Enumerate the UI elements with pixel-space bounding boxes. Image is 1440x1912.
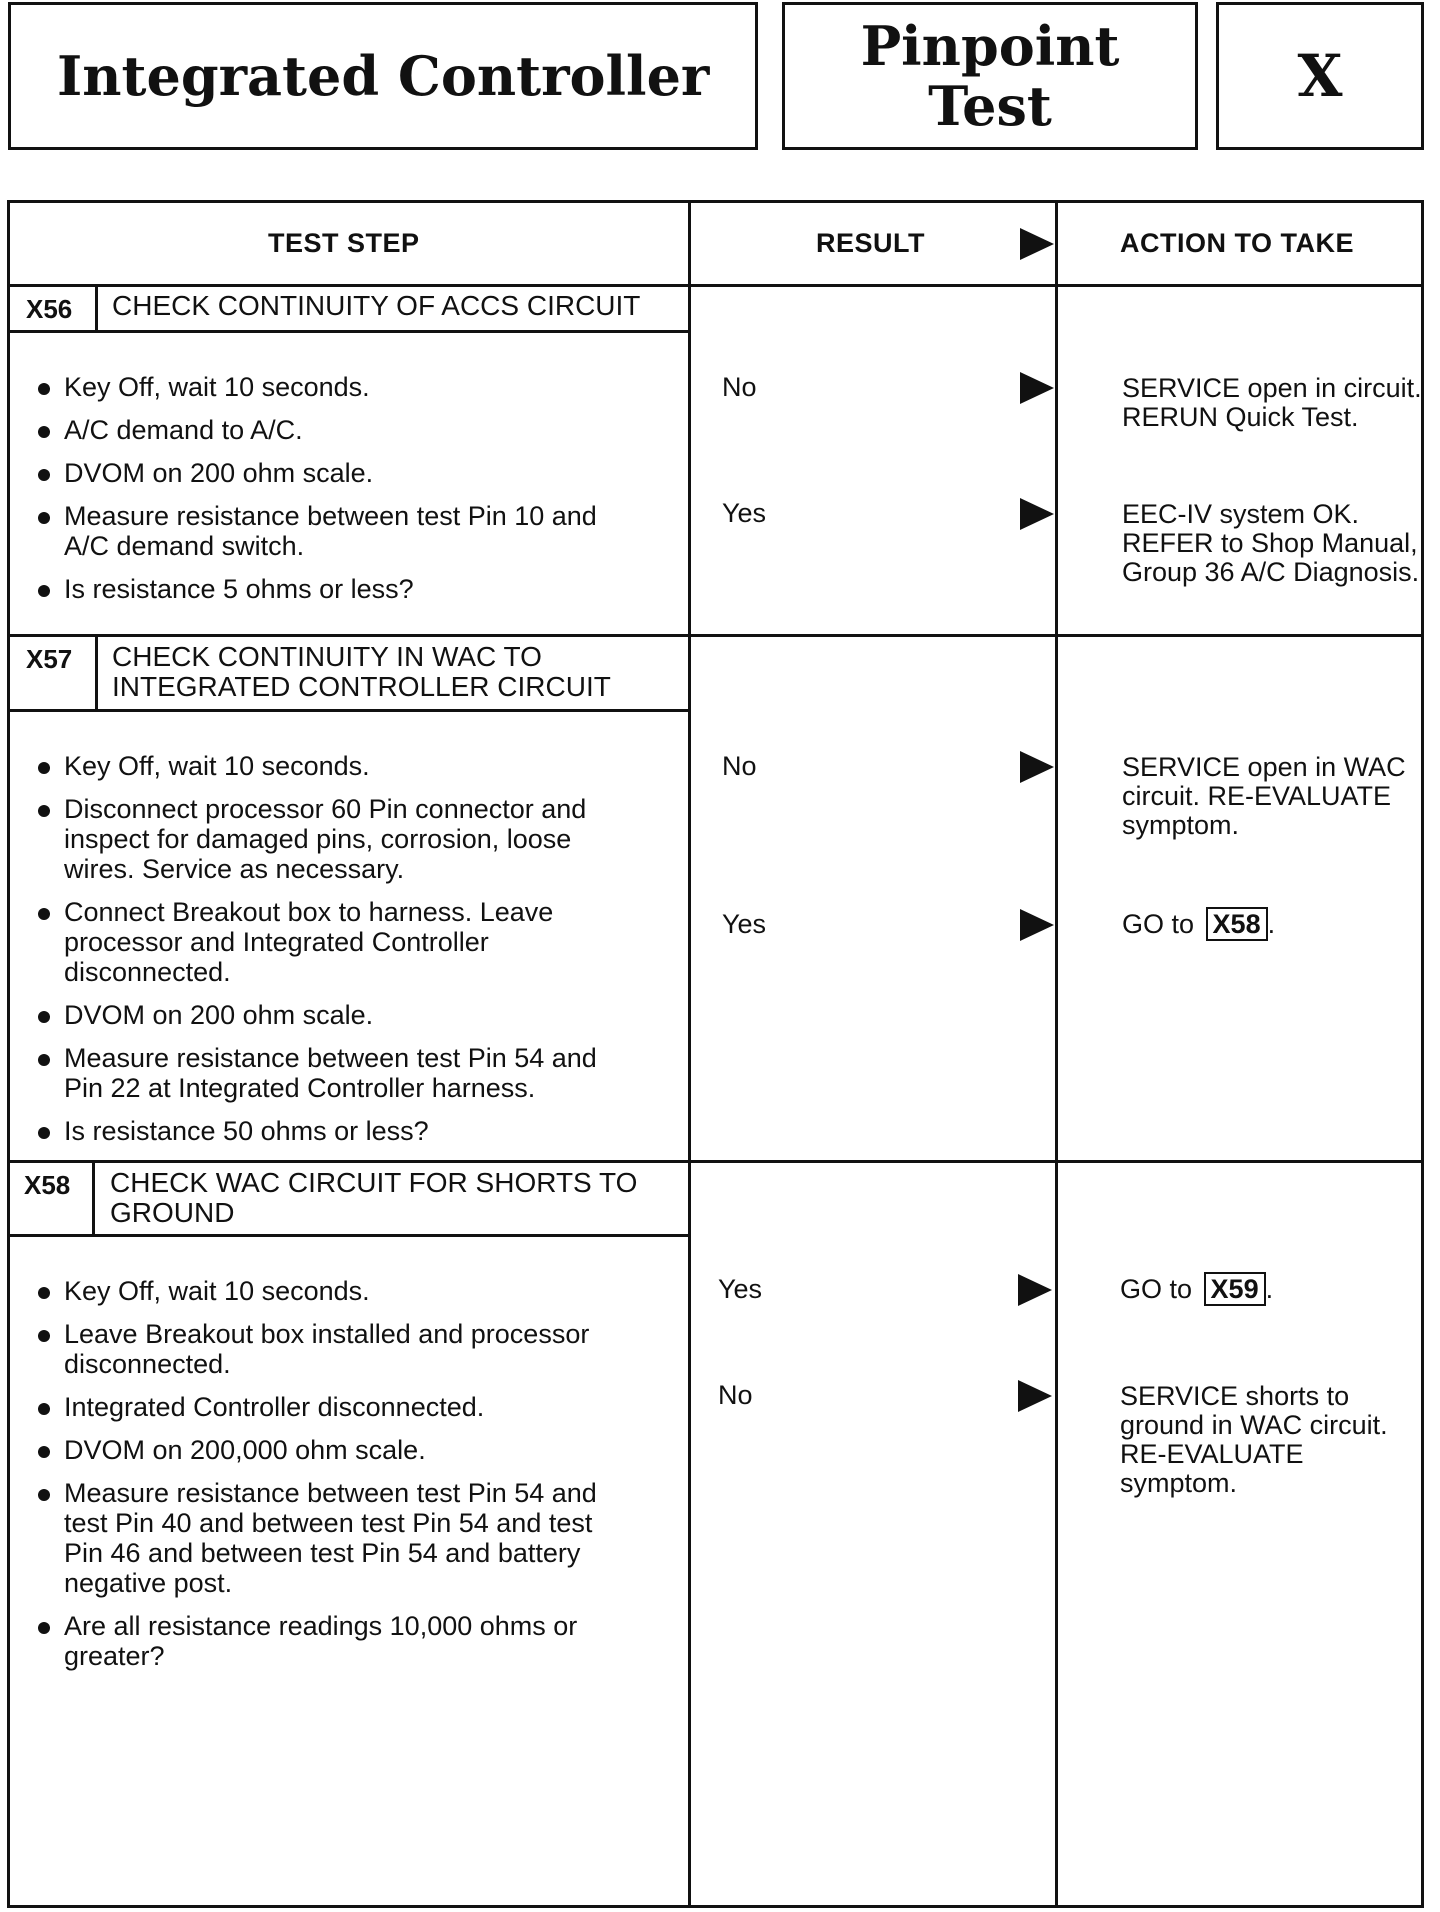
bullet-item: Measure resistance between test Pin 10 and A/C demand switch.: [34, 501, 634, 561]
step-x58-title-rule: [7, 1234, 688, 1237]
action-text: SERVICE open in WAC circuit. RE-EVALUATE symptom.: [1122, 752, 1406, 840]
step-bullets: [34, 751, 634, 1159]
action-goto: [1122, 907, 1422, 941]
action-text: SERVICE shorts to ground in WAC circuit. RE-EVALUATE symptom.: [1120, 1381, 1388, 1498]
result-label: No: [722, 372, 757, 402]
step-x57-id-divider: [95, 634, 98, 712]
result-label: Yes: [718, 1274, 763, 1304]
bullet-item: Is resistance 5 ohms or less?: [34, 574, 634, 604]
result-label: No: [718, 1380, 753, 1410]
goto-suffix: .: [1267, 909, 1276, 939]
result-arrow-icon: [1020, 498, 1054, 530]
step-x56-title-rule: [7, 330, 688, 333]
result-arrow-icon: [1018, 1274, 1052, 1306]
goto-prefix: GO to: [1120, 1274, 1193, 1304]
step-id: X57: [26, 644, 73, 674]
step-bullets: [34, 1276, 634, 1684]
action-text: EEC-IV system OK. REFER to Shop Manual, Group 36 A/C Diagnosis.: [1122, 499, 1420, 587]
result-label: No: [722, 751, 757, 781]
goto-suffix: .: [1265, 1274, 1274, 1304]
bullet-item: Leave Breakout box installed and processor disconnected.: [34, 1319, 634, 1379]
step-x56-id-divider: [95, 284, 98, 333]
section-letter: X: [1297, 42, 1343, 110]
page-title-text: Integrated Controller: [57, 44, 710, 108]
bullet-item: A/C demand to A/C.: [34, 415, 634, 445]
step-title: CHECK CONTINUITY OF ACCS CIRCUIT: [112, 290, 641, 321]
page-title: [8, 2, 758, 150]
bullet-item: Is resistance 50 ohms or less?: [34, 1116, 634, 1146]
result-header-arrow-icon: [1020, 228, 1054, 260]
col-result: RESULT: [816, 228, 925, 258]
bullet-item: DVOM on 200 ohm scale.: [34, 1000, 634, 1030]
header-row-rule: [7, 284, 1424, 287]
result-arrow-icon: [1020, 372, 1054, 404]
result-label: Yes: [722, 498, 767, 528]
row-rule-1: [7, 634, 1424, 637]
step-title: CHECK WAC CIRCUIT FOR SHORTS TO GROUND: [110, 1167, 638, 1228]
bullet-item: Integrated Controller disconnected.: [34, 1392, 634, 1422]
bullet-item: Measure resistance between test Pin 54 and test Pin 40 and between test Pin 54 and test Pin 46 and between test Pin 54 and battery negative post.: [34, 1478, 634, 1598]
section-letter-box: [1216, 2, 1424, 150]
result-label: Yes: [722, 909, 767, 939]
bullet-item: Disconnect processor 60 Pin connector and inspect for damaged pins, corrosion, loose wires. Service as necessary.: [34, 794, 634, 884]
bullet-item: Key Off, wait 10 seconds.: [34, 1276, 634, 1306]
bullet-item: DVOM on 200 ohm scale.: [34, 458, 634, 488]
test-type-line1: Pinpoint: [860, 14, 1120, 78]
result-arrow-icon: [1018, 1380, 1052, 1412]
step-x57-title-rule: [7, 709, 688, 712]
step-reference: X59: [1204, 1272, 1266, 1306]
step-title: CHECK CONTINUITY IN WAC TO INTEGRATED CONTROLLER CIRCUIT: [112, 641, 611, 702]
col-action: ACTION TO TAKE: [1120, 228, 1354, 258]
col-test-step: TEST STEP: [268, 228, 420, 258]
goto-prefix: GO to: [1122, 909, 1195, 939]
result-arrow-icon: [1020, 751, 1054, 783]
action-text: SERVICE open in circuit. RERUN Quick Test.: [1122, 373, 1422, 432]
bullet-item: Measure resistance between test Pin 54 and Pin 22 at Integrated Controller harness.: [34, 1043, 634, 1103]
step-id: X58: [24, 1170, 71, 1200]
bullet-item: Are all resistance readings 10,000 ohms or greater?: [34, 1611, 634, 1671]
bullet-item: DVOM on 200,000 ohm scale.: [34, 1435, 634, 1465]
step-bullets: [34, 372, 634, 617]
bullet-item: Key Off, wait 10 seconds.: [34, 751, 634, 781]
test-type-line2: Test: [928, 74, 1052, 138]
step-x58-id-divider: [92, 1160, 95, 1237]
row-rule-2: [7, 1160, 1424, 1163]
bullet-item: Connect Breakout box to harness. Leave processor and Integrated Controller disconnected.: [34, 897, 634, 987]
bullet-item: Key Off, wait 10 seconds.: [34, 372, 634, 402]
result-arrow-icon: [1020, 909, 1054, 941]
test-type-box: [782, 2, 1198, 150]
column-divider-right: [1055, 200, 1058, 1908]
action-goto: [1120, 1272, 1420, 1306]
column-divider-left: [688, 200, 691, 1908]
step-id: X56: [26, 294, 73, 324]
step-reference: X58: [1206, 907, 1268, 941]
